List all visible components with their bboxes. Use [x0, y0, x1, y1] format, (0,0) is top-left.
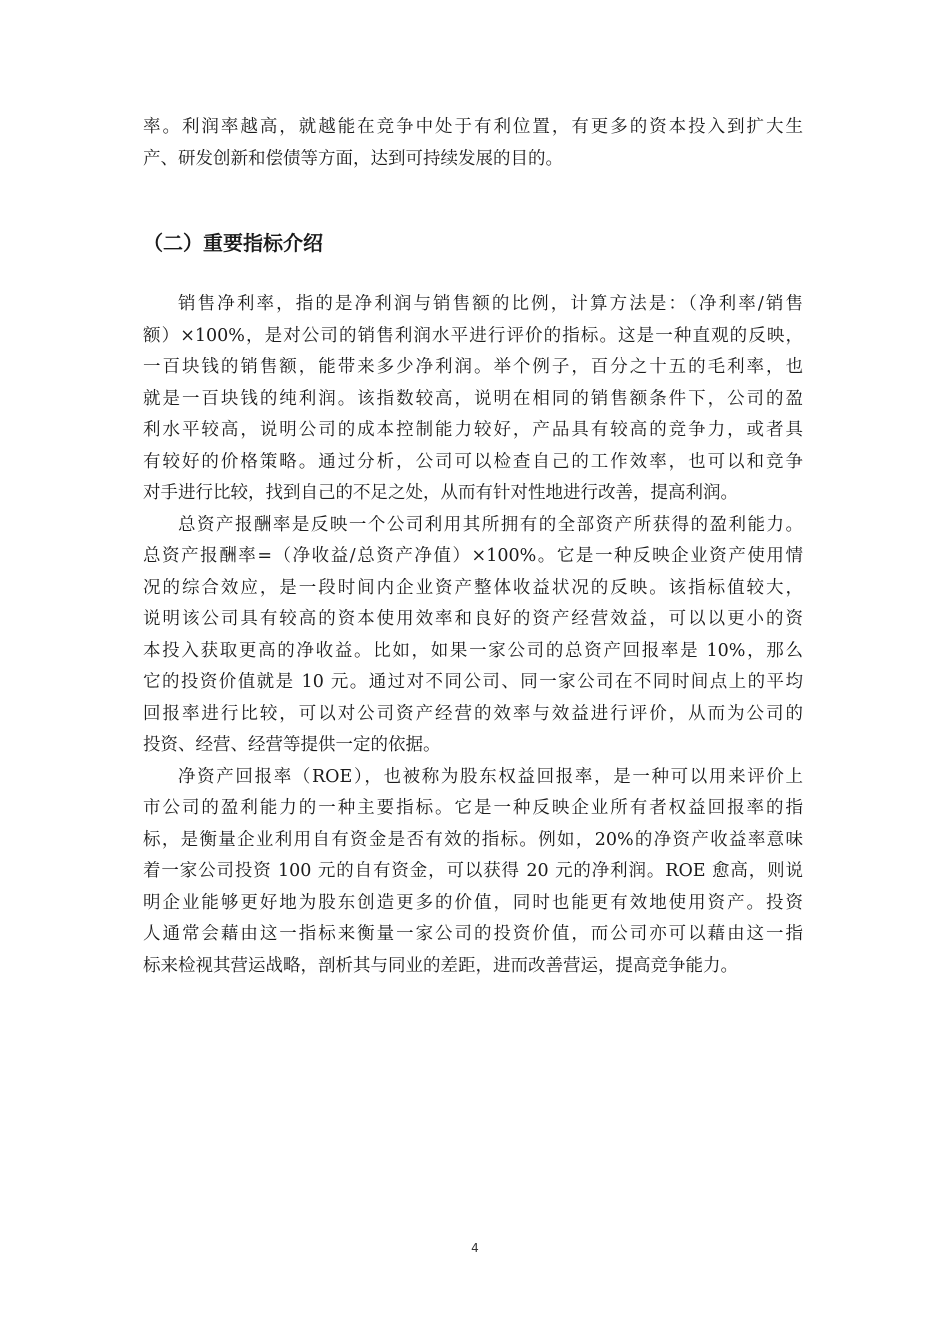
intro-paragraph	[143, 112, 803, 175]
text-line: 市公司的盈利能力的一种主要指标。它是一种反映企业所有者权益回报率的指	[143, 798, 803, 818]
paragraph-return-on-assets	[143, 510, 803, 762]
paragraph-return-on-equity	[143, 762, 803, 983]
text-line: 产、研发创新和偿债等方面，达到可持续发展的目的。	[143, 148, 563, 169]
text-line: 着一家公司投资 100 元的自有资金，可以获得 20 元的净利润。ROE 愈高，则说	[143, 861, 803, 881]
text-line: 净资产回报率（ROE），也被称为股东权益回报率，是一种可以用来评价上	[178, 766, 803, 787]
text-line: 销售净利率，指的是净利润与销售额的比例，计算方法是：（净利率/销售	[178, 294, 803, 314]
text-line: 就是一百块钱的纯利润。该指数较高，说明在相同的销售额条件下，公司的盈	[143, 388, 803, 409]
text-line: 本投入获取更高的净收益。比如，如果一家公司的总资产回报率是 10%，那么	[143, 640, 803, 661]
text-line: 人通常会藉由这一指标来衡量一家公司的投资价值，而公司亦可以藉由这一指	[143, 924, 803, 944]
text-line: 率。利润率越高，就越能在竞争中处于有利位置，有更多的资本投入到扩大生	[143, 117, 803, 137]
text-line: 它的投资价值就是 10 元。通过对不同公司、同一家公司在不同时间点上的平均	[143, 672, 803, 692]
text-line: 况的综合效应，是一段时间内企业资产整体收益状况的反映。该指标值较大，	[143, 577, 803, 598]
text-line: 说明该公司具有较高的资本使用效率和良好的资产经营效益，可以以更小的资	[143, 609, 803, 629]
text-line: 回报率进行比较，可以对公司资产经营的效率与效益进行评价，从而为公司的	[143, 703, 803, 724]
text-line: 总资产报酬率是反映一个公司利用其所拥有的全部资产所获得的盈利能力。	[178, 514, 803, 535]
text-line: 投资、经营、经营等提供一定的依据。	[143, 735, 441, 755]
page-number: 4	[471, 1241, 479, 1255]
section-heading: （二）重要指标介绍	[143, 231, 323, 255]
text-line: 额）×100%，是对公司的销售利润水平进行评价的指标。这是一种直观的反映，	[143, 325, 803, 346]
text-line: 明企业能够更好地为股东创造更多的价值，同时也能更有效地使用资产。投资	[143, 892, 803, 913]
text-line: 总资产报酬率=（净收益/总资产净值）×100%。它是一种反映企业资产使用情	[143, 546, 803, 566]
text-line: 一百块钱的销售额，能带来多少净利润。举个例子，百分之十五的毛利率，也	[143, 357, 803, 377]
paragraph-net-profit-margin	[143, 289, 803, 510]
text-line: 对手进行比较，找到自己的不足之处，从而有针对性地进行改善，提高利润。	[143, 483, 738, 503]
text-line: 标，是衡量企业利用自有资金是否有效的指标。例如，20%的净资产收益率意味	[143, 829, 803, 850]
text-line: 有较好的价格策略。通过分析，公司可以检查自己的工作效率，也可以和竞争	[143, 451, 803, 472]
text-line: 利水平较高，说明公司的成本控制能力较好，产品具有较高的竞争力，或者具	[143, 420, 803, 440]
page-content	[143, 112, 803, 982]
text-line: 标来检视其营运战略，剖析其与同业的差距，进而改善营运，提高竞争能力。	[143, 955, 738, 976]
